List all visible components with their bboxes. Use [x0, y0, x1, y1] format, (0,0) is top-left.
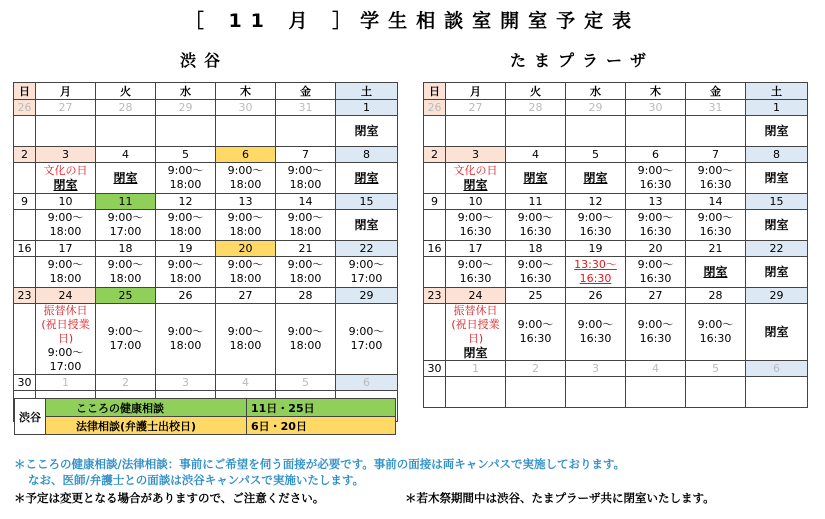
schedule-text: 18:00: [169, 339, 202, 352]
date-cell: 12: [566, 194, 626, 210]
date-cell: 14: [276, 194, 336, 210]
date-cell: 20: [626, 241, 686, 257]
date-cell: 16: [424, 241, 446, 257]
note-consultation: ＊こころの健康相談/法律相談：事前にご希望を伺う面接が必要です。事前の面接は両キャンパスで実施しております。: [14, 457, 626, 471]
schedule-text: 9:00～: [348, 325, 385, 338]
schedule-text: 文化の日: [43, 164, 88, 177]
date-cell: 8: [746, 147, 808, 163]
date-cell: 8: [336, 147, 398, 163]
schedule-text: 閉室: [113, 171, 138, 185]
date-cell: 29: [336, 288, 398, 304]
schedule-text: 18:00: [169, 225, 202, 238]
date-cell: 31: [686, 100, 746, 116]
schedule-text: 18:00: [229, 339, 262, 352]
schedule-cell: [216, 116, 276, 147]
date-cell: 30: [216, 100, 276, 116]
date-cell: 9: [424, 194, 446, 210]
schedule-cell: [446, 163, 506, 194]
schedule-text: 17:00: [350, 339, 383, 352]
schedule-text: 9:00～: [637, 164, 674, 177]
schedule-cell: [216, 257, 276, 288]
date-cell: 28: [506, 100, 566, 116]
date-cell: 9: [14, 194, 36, 210]
date-cell: 24: [446, 288, 506, 304]
date-cell: 26: [14, 100, 36, 116]
schedule-cell: [96, 304, 156, 375]
note-doctor-lawyer: なお、医師/弁護士との面談は渋谷キャンパスで実施いたします。: [28, 473, 364, 487]
schedule-text: 9:00～: [227, 211, 264, 224]
schedule-text: 9:00～: [227, 164, 264, 177]
schedule-text: 9:00～: [47, 211, 84, 224]
date-cell: 13: [626, 194, 686, 210]
date-cell: 7: [686, 147, 746, 163]
schedule-cell: [216, 210, 276, 241]
legend-health-label: こころの健康相談: [46, 399, 247, 417]
schedule-text: 9:00～: [167, 258, 204, 271]
date-cell: 27: [626, 288, 686, 304]
schedule-cell: [276, 304, 336, 375]
schedule-cell: [156, 210, 216, 241]
schedule-cell: [336, 116, 398, 147]
schedule-cell: [566, 377, 626, 408]
schedule-cell: [156, 257, 216, 288]
date-cell: 3: [36, 147, 96, 163]
schedule-cell: [156, 304, 216, 375]
schedule-text: 16:30: [459, 272, 492, 285]
schedule-text: 16:30: [639, 332, 672, 345]
schedule-cell: [446, 377, 506, 408]
schedule-cell: [566, 116, 626, 147]
schedule-text: 16:30: [519, 272, 552, 285]
schedule-text: 16:30: [579, 225, 612, 238]
schedule-text: 18:00: [169, 272, 202, 285]
schedule-cell: [626, 257, 686, 288]
schedule-text: 16:30: [579, 332, 612, 345]
date-cell: 18: [96, 241, 156, 257]
schedule-cell: [686, 377, 746, 408]
schedule-cell: [424, 163, 446, 194]
schedule-text: 閉室: [463, 346, 488, 360]
schedule-text: 16:30: [639, 178, 672, 191]
schedule-text: 9:00～: [457, 211, 494, 224]
schedule-cell: [14, 257, 36, 288]
schedule-text: 16:30: [639, 225, 672, 238]
note-festival-closed: ＊若木祭期間中は渋谷、たまプラーザ共に閉室いたします。: [405, 491, 715, 505]
schedule-cell: [686, 163, 746, 194]
date-cell: 26: [424, 100, 446, 116]
schedule-text: 9:00～: [107, 325, 144, 338]
schedule-cell: [446, 116, 506, 147]
schedule-text: 文化の日: [453, 164, 498, 177]
date-cell: 31: [276, 100, 336, 116]
schedule-cell: [424, 210, 446, 241]
schedule-cell: [446, 257, 506, 288]
date-cell: 27: [216, 288, 276, 304]
date-cell: 19: [156, 241, 216, 257]
date-cell: 5: [566, 147, 626, 163]
date-cell: 3: [446, 147, 506, 163]
calendar-tamaplaza: [423, 82, 808, 408]
schedule-cell: [14, 304, 36, 375]
schedule-text: 18:00: [289, 225, 322, 238]
weekday-header: 月: [36, 83, 96, 100]
date-cell: 1: [446, 361, 506, 377]
weekday-header: 土: [336, 83, 398, 100]
schedule-text: 9:00～: [287, 164, 324, 177]
schedule-cell: [566, 210, 626, 241]
schedule-text: 16:30: [519, 332, 552, 345]
schedule-cell: [424, 304, 446, 361]
date-cell: 14: [686, 194, 746, 210]
date-cell: 17: [36, 241, 96, 257]
schedule-text: 9:00～: [167, 211, 204, 224]
date-cell: 20: [216, 241, 276, 257]
schedule-text: 18:00: [289, 178, 322, 191]
schedule-cell: [36, 116, 96, 147]
schedule-cell: [506, 116, 566, 147]
schedule-text: 18:00: [169, 178, 202, 191]
schedule-text: 9:00～: [107, 211, 144, 224]
campus-label-tamaplaza: たまプラーザ: [510, 51, 655, 70]
schedule-text: 閉室: [764, 218, 789, 232]
schedule-text: 16:30: [699, 332, 732, 345]
schedule-cell: [506, 210, 566, 241]
schedule-cell: [424, 116, 446, 147]
schedule-text: 振替休日: [43, 304, 88, 317]
schedule-text: 9:00～: [517, 258, 554, 271]
date-cell: 22: [746, 241, 808, 257]
schedule-cell: [746, 210, 808, 241]
schedule-cell: [156, 163, 216, 194]
weekday-header: 火: [506, 83, 566, 100]
schedule-cell: [506, 257, 566, 288]
schedule-text: 18:00: [229, 225, 262, 238]
legend-health-days: 11日・25日: [247, 399, 396, 417]
schedule-cell: [216, 304, 276, 375]
schedule-cell: [506, 304, 566, 361]
weekday-header: 木: [626, 83, 686, 100]
consultation-legend: [14, 398, 396, 435]
date-cell: 26: [156, 288, 216, 304]
date-cell: 5: [686, 361, 746, 377]
schedule-cell: [276, 257, 336, 288]
date-cell: 22: [336, 241, 398, 257]
schedule-text: 9:00～: [107, 258, 144, 271]
date-cell: 5: [156, 147, 216, 163]
date-cell: 23: [424, 288, 446, 304]
schedule-cell: [626, 210, 686, 241]
date-cell: 19: [566, 241, 626, 257]
date-cell: 3: [156, 375, 216, 391]
schedule-text: 9:00～: [287, 211, 324, 224]
schedule-text: 18:00: [109, 272, 142, 285]
schedule-text: 16:30: [699, 178, 732, 191]
date-cell: 23: [14, 288, 36, 304]
weekday-header: 月: [446, 83, 506, 100]
schedule-cell: [36, 210, 96, 241]
schedule-text: 閉室: [764, 124, 789, 138]
date-cell: 7: [276, 147, 336, 163]
date-cell: 5: [276, 375, 336, 391]
schedule-text: 18:00: [229, 272, 262, 285]
schedule-cell: [14, 163, 36, 194]
date-cell: 2: [424, 147, 446, 163]
schedule-text: 閉室: [354, 171, 379, 185]
schedule-text: 18:00: [49, 272, 82, 285]
schedule-text: 9:00～: [348, 258, 385, 271]
schedule-cell: [336, 304, 398, 375]
weekday-header: 土: [746, 83, 808, 100]
schedule-cell: [36, 163, 96, 194]
date-cell: 11: [506, 194, 566, 210]
schedule-text: 9:00～: [697, 318, 734, 331]
schedule-text: 9:00～: [697, 211, 734, 224]
schedule-text: 9:00～: [167, 164, 204, 177]
schedule-text: 9:00～17:00: [47, 346, 84, 373]
date-cell: 21: [686, 241, 746, 257]
schedule-cell: [276, 210, 336, 241]
schedule-text: 17:00: [350, 272, 383, 285]
schedule-cell: [96, 116, 156, 147]
schedule-cell: [96, 163, 156, 194]
schedule-cell: [424, 257, 446, 288]
date-cell: 4: [216, 375, 276, 391]
date-cell: 2: [14, 147, 36, 163]
schedule-text: 9:00～: [287, 325, 324, 338]
date-cell: 18: [506, 241, 566, 257]
schedule-cell: [626, 377, 686, 408]
weekday-header: 日: [14, 83, 36, 100]
weekday-header: 木: [216, 83, 276, 100]
date-cell: 6: [626, 147, 686, 163]
schedule-text: 閉室: [764, 325, 789, 339]
schedule-text: 閉室: [354, 124, 379, 138]
schedule-text: 18:00: [229, 178, 262, 191]
date-cell: 10: [446, 194, 506, 210]
schedule-cell: [36, 257, 96, 288]
schedule-cell: [424, 377, 446, 408]
date-cell: 1: [336, 100, 398, 116]
date-cell: 2: [96, 375, 156, 391]
schedule-text: 9:00～: [167, 325, 204, 338]
schedule-cell: [626, 163, 686, 194]
campus-label-shibuya: 渋谷: [180, 51, 229, 70]
schedule-cell: [566, 163, 626, 194]
weekday-header: 金: [276, 83, 336, 100]
schedule-text: 16:30: [459, 225, 492, 238]
schedule-cell: [336, 163, 398, 194]
schedule-text: 9:00～: [637, 258, 674, 271]
date-cell: 13: [216, 194, 276, 210]
date-cell: 30: [626, 100, 686, 116]
schedule-text: 9:00～: [697, 164, 734, 177]
weekday-header: 日: [424, 83, 446, 100]
schedule-cell: [96, 257, 156, 288]
date-cell: 28: [686, 288, 746, 304]
date-cell: 30: [14, 375, 36, 391]
schedule-text: 16:30: [699, 225, 732, 238]
date-cell: 15: [746, 194, 808, 210]
schedule-cell: [626, 116, 686, 147]
schedule-text: 閉室: [583, 171, 608, 185]
date-cell: 21: [276, 241, 336, 257]
schedule-cell: [746, 377, 808, 408]
schedule-text: 18:00: [289, 339, 322, 352]
date-cell: 11: [96, 194, 156, 210]
date-cell: 29: [156, 100, 216, 116]
schedule-text: 閉室: [53, 178, 78, 192]
schedule-text: 9:00～: [577, 318, 614, 331]
schedule-cell: [686, 116, 746, 147]
schedule-cell: [216, 163, 276, 194]
schedule-cell: [276, 116, 336, 147]
schedule-cell: [96, 210, 156, 241]
date-cell: 17: [446, 241, 506, 257]
date-cell: 27: [36, 100, 96, 116]
schedule-cell: [566, 257, 626, 288]
schedule-text: 振替休日: [453, 304, 498, 317]
date-cell: 1: [36, 375, 96, 391]
schedule-cell: [336, 257, 398, 288]
date-cell: 6: [216, 147, 276, 163]
date-cell: 24: [36, 288, 96, 304]
schedule-text: 9:00～: [47, 258, 84, 271]
date-cell: 12: [156, 194, 216, 210]
date-cell: 28: [96, 100, 156, 116]
calendar-shibuya: [13, 82, 398, 422]
schedule-text: 閉室: [523, 171, 548, 185]
schedule-cell: [506, 377, 566, 408]
date-cell: 30: [424, 361, 446, 377]
schedule-cell: [446, 210, 506, 241]
date-cell: 2: [506, 361, 566, 377]
schedule-text: 閉室: [354, 218, 379, 232]
schedule-text: 17:00: [109, 339, 142, 352]
schedule-text: 閉室: [764, 171, 789, 185]
legend-law-label: 法律相談(弁護士出校日): [46, 417, 247, 435]
schedule-cell: [36, 304, 96, 375]
schedule-cell: [626, 304, 686, 361]
schedule-cell: [746, 304, 808, 361]
schedule-text: 18:00: [49, 225, 82, 238]
schedule-cell: [746, 163, 808, 194]
schedule-cell: [686, 304, 746, 361]
schedule-cell: [506, 163, 566, 194]
schedule-text: 9:00～: [517, 211, 554, 224]
date-cell: 6: [336, 375, 398, 391]
date-cell: 29: [746, 288, 808, 304]
weekday-header: 金: [686, 83, 746, 100]
schedule-text: 17:00: [109, 225, 142, 238]
date-cell: 15: [336, 194, 398, 210]
schedule-text: 9:00～: [457, 258, 494, 271]
weekday-header: 水: [566, 83, 626, 100]
date-cell: 4: [96, 147, 156, 163]
schedule-text: (祝日授業日): [451, 318, 500, 345]
schedule-text: 9:00～: [227, 258, 264, 271]
date-cell: 3: [566, 361, 626, 377]
date-cell: 6: [746, 361, 808, 377]
date-cell: 26: [566, 288, 626, 304]
page-title: ［ 11 月 ］学生相談室開室予定表: [184, 10, 641, 32]
schedule-cell: [746, 257, 808, 288]
schedule-text: 13:30～: [574, 258, 617, 271]
date-cell: 27: [446, 100, 506, 116]
schedule-cell: [746, 116, 808, 147]
schedule-text: 閉室: [764, 265, 789, 279]
date-cell: 10: [36, 194, 96, 210]
schedule-cell: [14, 116, 36, 147]
schedule-text: 18:00: [289, 272, 322, 285]
weekday-header: 火: [96, 83, 156, 100]
schedule-text: (祝日授業日): [41, 318, 90, 345]
schedule-cell: [566, 304, 626, 361]
schedule-text: 9:00～: [517, 318, 554, 331]
schedule-cell: [336, 210, 398, 241]
date-cell: 16: [14, 241, 36, 257]
schedule-cell: [686, 210, 746, 241]
schedule-cell: [14, 210, 36, 241]
schedule-text: 9:00～: [287, 258, 324, 271]
date-cell: 28: [276, 288, 336, 304]
schedule-cell: [446, 304, 506, 361]
legend-law-days: 6日・20日: [247, 417, 396, 435]
schedule-text: 閉室: [703, 265, 728, 279]
schedule-text: 16:30: [639, 272, 672, 285]
schedule-text: 16:30: [519, 225, 552, 238]
schedule-cell: [156, 116, 216, 147]
schedule-text: 9:00～: [637, 318, 674, 331]
weekday-header: 水: [156, 83, 216, 100]
legend-campus: 渋谷: [15, 399, 46, 435]
schedule-text: 閉室: [463, 178, 488, 192]
date-cell: 4: [626, 361, 686, 377]
schedule-text: 9:00～: [577, 211, 614, 224]
date-cell: 29: [566, 100, 626, 116]
schedule-cell: [686, 257, 746, 288]
schedule-cell: [276, 163, 336, 194]
date-cell: 25: [96, 288, 156, 304]
schedule-text: 9:00～: [637, 211, 674, 224]
date-cell: 4: [506, 147, 566, 163]
note-schedule-change: ＊予定は変更となる場合がありますので、ご注意ください。: [14, 491, 325, 505]
date-cell: 25: [506, 288, 566, 304]
schedule-text: 16:30: [579, 272, 612, 285]
schedule-text: 9:00～: [227, 325, 264, 338]
date-cell: 1: [746, 100, 808, 116]
